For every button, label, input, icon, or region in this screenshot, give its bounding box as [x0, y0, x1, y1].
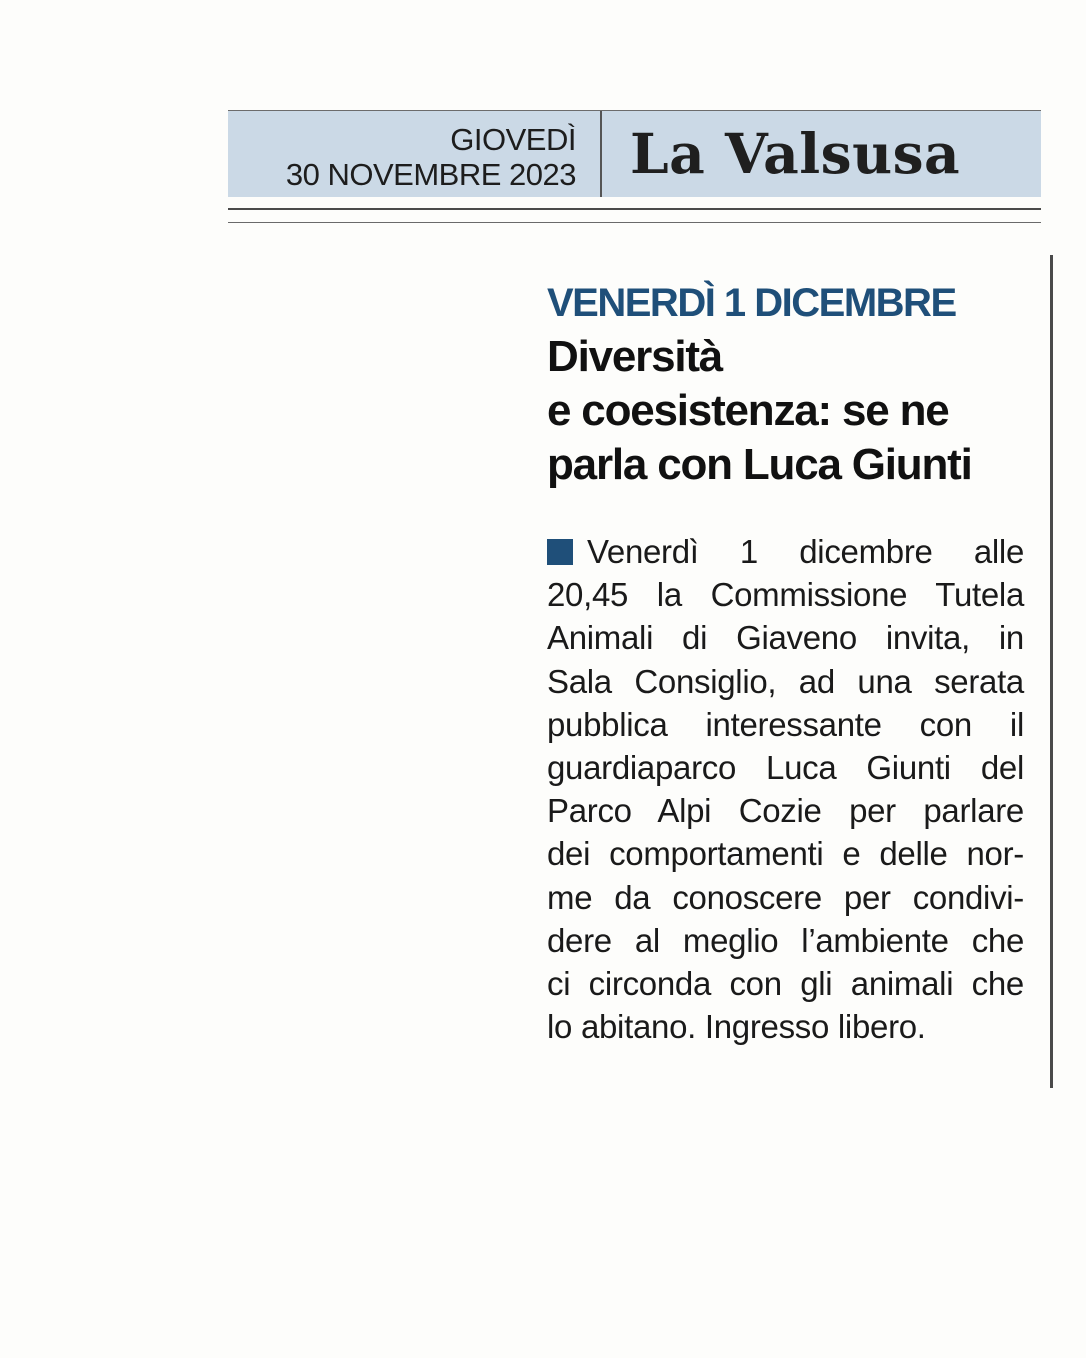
- body-line: Parco Alpi Cozie per parlare: [547, 792, 1024, 830]
- article-body: [547, 530, 1024, 1048]
- headline-line: parla con Luca Giunti: [547, 440, 972, 489]
- publication-logo: La Valsusa: [630, 121, 961, 186]
- body-line: me da conoscere per condivi-: [547, 878, 1024, 916]
- body-line: Sala Consiglio, ad una serata: [547, 662, 1024, 700]
- body-line: dere al meglio l’ambiente che: [547, 921, 1024, 959]
- body-line: Animali di Giaveno invita, in: [547, 619, 1024, 657]
- body-line: guardiaparco Luca Giunti del: [547, 748, 1024, 786]
- header-rule-thin: [228, 222, 1041, 223]
- body-line: pubblica interessante con il: [547, 705, 1024, 743]
- article-kicker: VENERDÌ 1 DICEMBRE: [547, 281, 956, 325]
- issue-date-text: 30 NOVEMBRE 2023: [285, 157, 576, 192]
- body-line: [547, 530, 1024, 573]
- body-line: lo abitano. Ingresso libero.: [547, 1008, 926, 1046]
- body-line-text: Venerdì 1 dicembre alle: [587, 533, 1024, 570]
- masthead: [228, 110, 1041, 197]
- issue-weekday: GIOVEDÌ: [450, 122, 576, 157]
- body-line: ci circonda con gli animali che: [547, 964, 1024, 1002]
- issue-date: [228, 111, 600, 197]
- body-line: dei comportamenti e delle nor-: [547, 835, 1024, 873]
- masthead-divider: [600, 111, 602, 197]
- headline-line: e coesistenza: se ne: [547, 386, 949, 435]
- headline-line: Diversità: [547, 332, 723, 381]
- column-right-border: [1050, 255, 1053, 1088]
- body-line: 20,45 la Commissione Tutela: [547, 576, 1024, 614]
- article-headline: [547, 330, 1037, 492]
- header-rule-thick: [228, 208, 1041, 210]
- square-bullet-icon: [547, 539, 573, 565]
